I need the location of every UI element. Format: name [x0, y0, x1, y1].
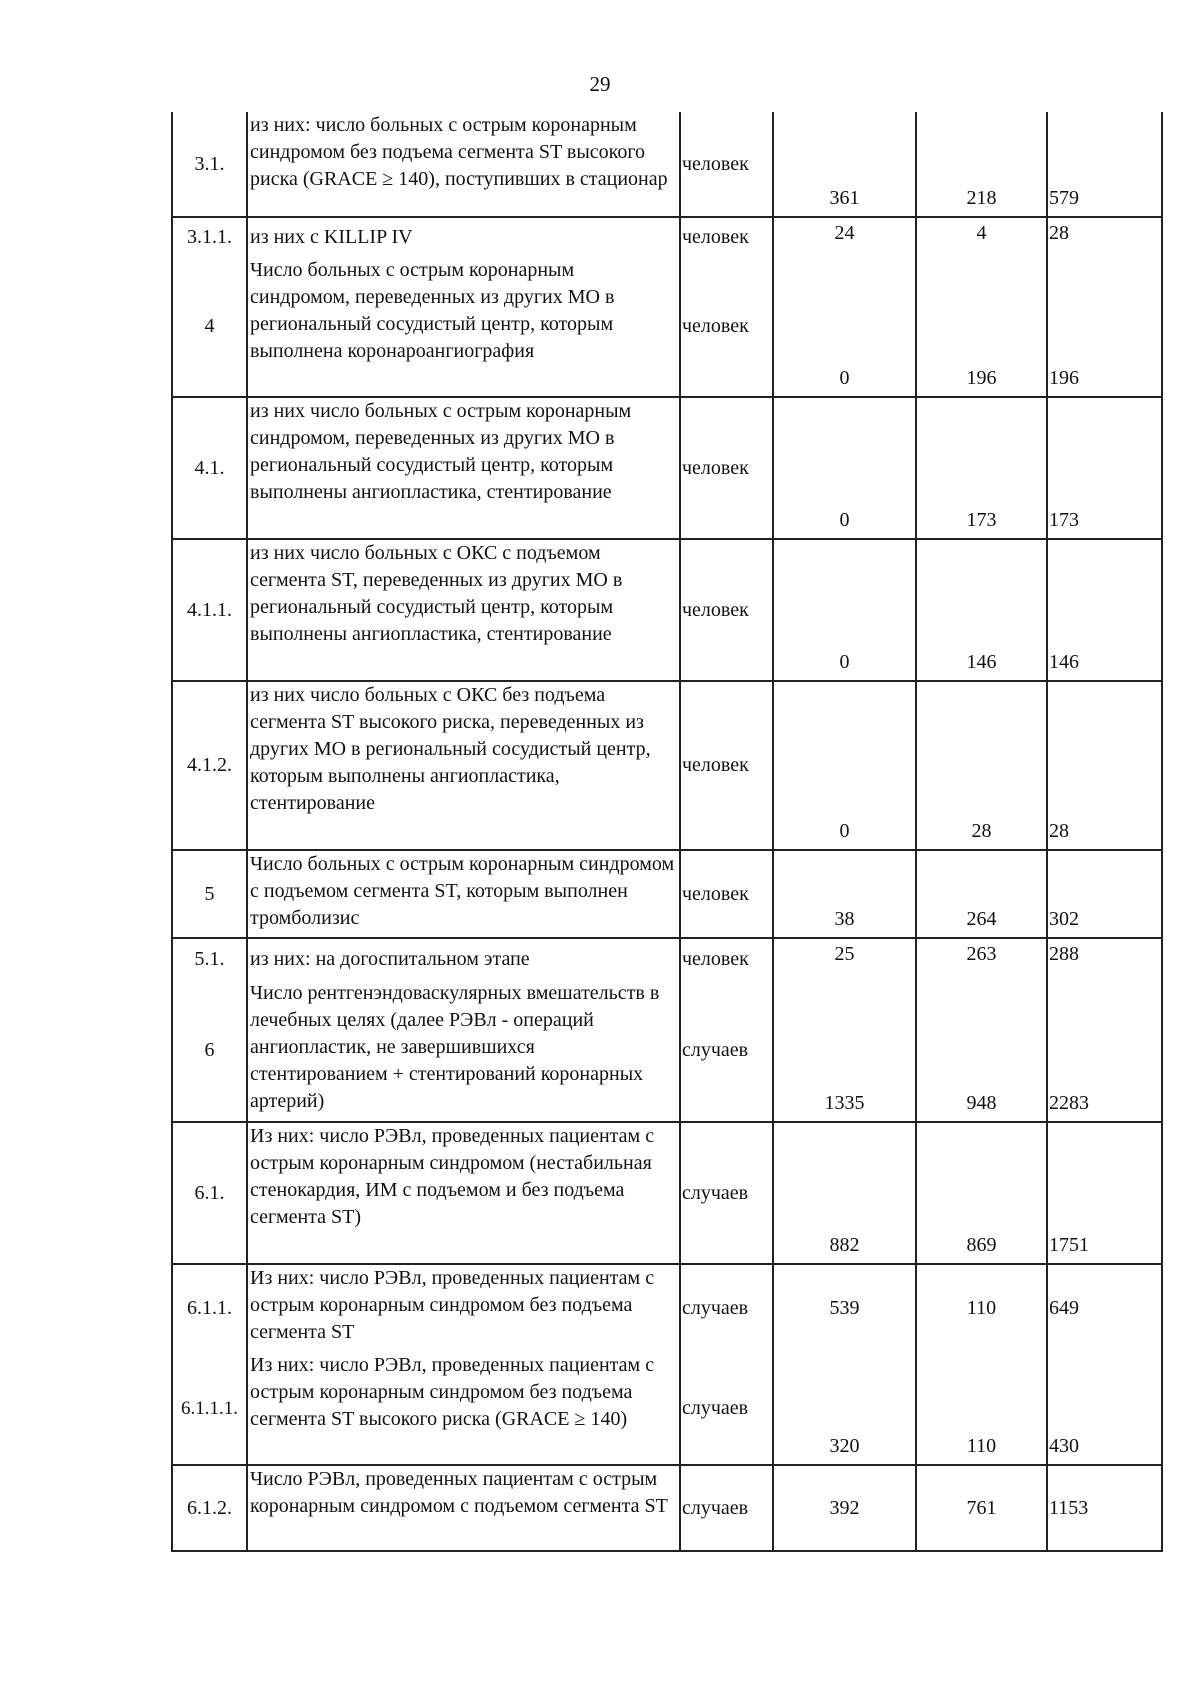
table-row: [172, 257, 1162, 397]
row-number: 4.1.2.: [172, 681, 247, 850]
row-indicator: из них число больных с острым коронарным синдромом, переведенных из других МО в региональный сосудистый центр, которым выполнены ангиопластика, стентирование: [247, 397, 680, 539]
row-value-1: 25: [773, 938, 916, 980]
row-unit: человек: [680, 112, 773, 217]
row-value-1: 392: [773, 1465, 916, 1551]
row-value-1: 0: [773, 681, 916, 850]
row-value-2: 110: [916, 1352, 1047, 1465]
table-row: [172, 539, 1162, 681]
row-value-1: 38: [773, 850, 916, 938]
row-value-3: 196: [1047, 257, 1162, 397]
row-indicator: из них число больных с ОКС без подъема сегмента ST высокого риска, переведенных из других МО в региональный сосудистый центр, которым выполнены ангиопластика, стентирование: [247, 681, 680, 850]
row-number: 6.1.1.: [172, 1264, 247, 1352]
row-value-3: 28: [1047, 681, 1162, 850]
table-row: [172, 681, 1162, 850]
row-value-1: 0: [773, 397, 916, 539]
row-indicator: Из них: число РЭВл, проведенных пациентам с острым коронарным синдромом (нестабильная стенокардия, ИМ с подъемом и без подъема сегмента ST): [247, 1122, 680, 1264]
row-value-2: 4: [916, 217, 1047, 257]
table-row: [172, 1122, 1162, 1264]
row-value-2: 218: [916, 112, 1047, 217]
row-value-2: 869: [916, 1122, 1047, 1264]
row-indicator: Число рентгенэндоваскулярных вмешательств в лечебных целях (далее РЭВл - операций ангиопластик, не завершившихся стентированием + стентирований коронарных артерий): [247, 980, 680, 1122]
table-row: [172, 397, 1162, 539]
row-value-3: 146: [1047, 539, 1162, 681]
row-indicator: Число РЭВл, проведенных пациентам с острым коронарным синдромом с подъемом сегмента ST: [247, 1465, 680, 1551]
table-row: [172, 1352, 1162, 1465]
row-unit: человек: [680, 257, 773, 397]
row-value-1: 0: [773, 539, 916, 681]
row-value-1: 1335: [773, 980, 916, 1122]
row-indicator: из них с KILLIP IV: [247, 217, 680, 257]
row-value-3: 430: [1047, 1352, 1162, 1465]
table-row: [172, 850, 1162, 938]
row-unit: случаев: [680, 1465, 773, 1551]
page-number: 29: [589, 72, 611, 96]
row-number: 6: [172, 980, 247, 1122]
row-indicator: Из них: число РЭВл, проведенных пациентам с острым коронарным синдромом без подъема сегмента ST: [247, 1264, 680, 1352]
row-number: 5.1.: [172, 938, 247, 980]
row-value-2: 173: [916, 397, 1047, 539]
row-value-3: 28: [1047, 217, 1162, 257]
row-value-2: 146: [916, 539, 1047, 681]
row-value-3: 302: [1047, 850, 1162, 938]
row-indicator: Из них: число РЭВл, проведенных пациентам с острым коронарным синдромом без подъема сегмента ST высокого риска (GRACE ≥ 140): [247, 1352, 680, 1465]
row-number: 4: [172, 257, 247, 397]
row-unit: человек: [680, 850, 773, 938]
row-unit: человек: [680, 397, 773, 539]
row-number: 6.1.: [172, 1122, 247, 1264]
row-unit: человек: [680, 539, 773, 681]
row-number: 4.1.1.: [172, 539, 247, 681]
row-value-1: 320: [773, 1352, 916, 1465]
row-value-1: 0: [773, 257, 916, 397]
row-number: 5: [172, 850, 247, 938]
table-row: [172, 1264, 1162, 1352]
table-row: [172, 980, 1162, 1122]
row-value-3: 1153: [1047, 1465, 1162, 1551]
row-value-3: 1751: [1047, 1122, 1162, 1264]
row-value-1: 24: [773, 217, 916, 257]
row-value-3: 288: [1047, 938, 1162, 980]
row-value-2: 264: [916, 850, 1047, 938]
row-unit: случаев: [680, 1122, 773, 1264]
row-indicator: Число больных с острым коронарным синдромом с подъемом сегмента ST, которым выполнен тромболизис: [247, 850, 680, 938]
row-value-1: 539: [773, 1264, 916, 1352]
row-value-3: 173: [1047, 397, 1162, 539]
row-unit: человек: [680, 681, 773, 850]
row-value-3: 649: [1047, 1264, 1162, 1352]
row-value-2: 263: [916, 938, 1047, 980]
table-row: [172, 112, 1162, 217]
table-row: [172, 938, 1162, 980]
row-number: 4.1.: [172, 397, 247, 539]
table-row: [172, 217, 1162, 257]
row-value-1: 361: [773, 112, 916, 217]
row-unit: человек: [680, 217, 773, 257]
row-indicator: из них: число больных с острым коронарным синдромом без подъема сегмента ST высокого риска (GRACE ≥ 140), поступивших в стационар: [247, 112, 680, 217]
row-unit: человек: [680, 938, 773, 980]
row-value-1: 882: [773, 1122, 916, 1264]
row-unit: случаев: [680, 1264, 773, 1352]
row-value-2: 110: [916, 1264, 1047, 1352]
indicators-table: [171, 112, 1163, 1552]
row-value-3: 2283: [1047, 980, 1162, 1122]
row-value-2: 948: [916, 980, 1047, 1122]
table-row: [172, 1465, 1162, 1551]
row-number: 6.1.1.1.: [172, 1352, 247, 1465]
row-indicator: Число больных с острым коронарным синдромом, переведенных из других МО в региональный сосудистый центр, которым выполнена коронароангиография: [247, 257, 680, 397]
row-number: 3.1.1.: [172, 217, 247, 257]
row-indicator: из них число больных с ОКС с подъемом сегмента ST, переведенных из других МО в региональный сосудистый центр, которым выполнены ангиопластика, стентирование: [247, 539, 680, 681]
row-value-2: 28: [916, 681, 1047, 850]
row-number: 3.1.: [172, 112, 247, 217]
row-value-2: 196: [916, 257, 1047, 397]
row-number: 6.1.2.: [172, 1465, 247, 1551]
row-value-2: 761: [916, 1465, 1047, 1551]
row-unit: случаев: [680, 1352, 773, 1465]
row-unit: случаев: [680, 980, 773, 1122]
row-indicator: из них: на догоспитальном этапе: [247, 938, 680, 980]
row-value-3: 579: [1047, 112, 1162, 217]
